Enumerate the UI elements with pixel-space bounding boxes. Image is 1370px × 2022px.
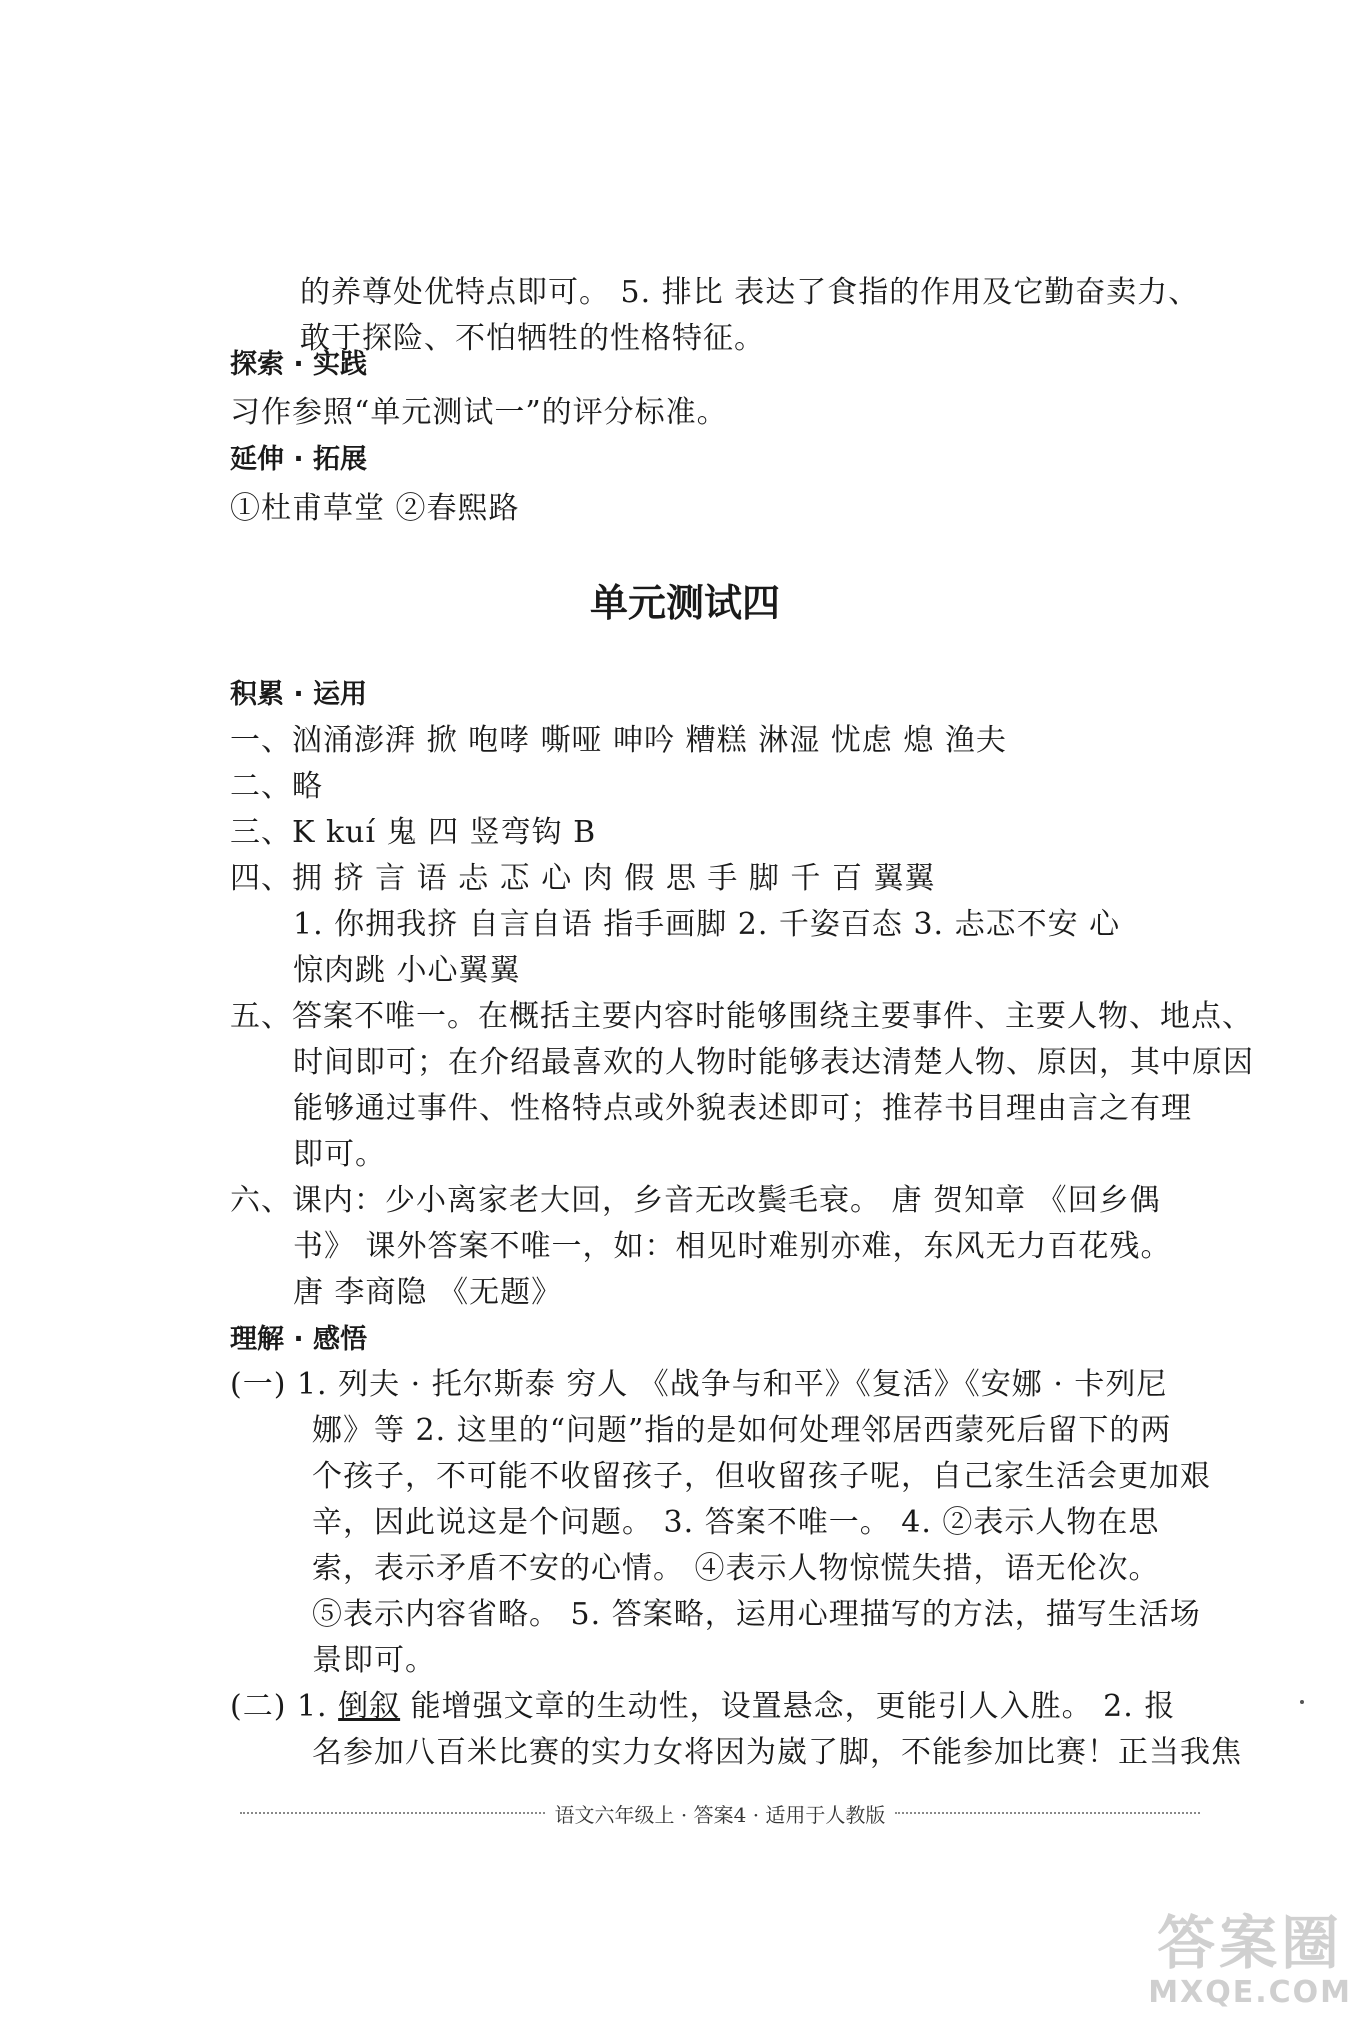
text-line: 习作参照“单元测试一”的评分标准。 bbox=[230, 395, 728, 430]
text-line: 四、拥 挤 言 语 忐 忑 心 肉 假 思 手 脚 千 百 翼翼 bbox=[230, 861, 936, 896]
text-line: 名参加八百米比赛的实力女将因为崴了脚，不能参加比赛！正当我焦 bbox=[312, 1735, 1242, 1770]
watermark bbox=[1148, 1911, 1352, 2010]
stray-dot bbox=[1300, 1700, 1304, 1704]
text-line bbox=[230, 1684, 1200, 1730]
unit-test-title: 单元测试四 bbox=[589, 581, 780, 625]
text-line: 能够通过事件、性格特点或外貌表述即可；推荐书目理由言之有理 bbox=[293, 1091, 1192, 1126]
underlined-answer: 倒叙 bbox=[338, 1689, 401, 1724]
section-heading-understand: 理解 · 感悟 bbox=[230, 1324, 368, 1355]
text-rest: 能增强文章的生动性，设置悬念，更能引人入胜。 2. 报 bbox=[400, 1689, 1176, 1724]
text-line: 个孩子，不可能不收留孩子，但收留孩子呢，自己家生活会更加艰 bbox=[312, 1459, 1211, 1494]
text-line: 索，表示矛盾不安的心情。 ④表示人物惊慌失措，语无伦次。 bbox=[312, 1551, 1160, 1586]
text-line: 的养尊处优特点即可。 5. 排比 表达了食指的作用及它勤奋卖力、 bbox=[300, 275, 1200, 310]
text-line: 一、汹涌澎湃 掀 咆哮 嘶哑 呻吟 糟糕 淋湿 忧虑 熄 渔夫 bbox=[230, 723, 1007, 758]
text-line: 娜》等 2. 这里的“问题”指的是如何处理邻居西蒙死后留下的两 bbox=[312, 1413, 1172, 1448]
text-line: 1. 你拥我挤 自言自语 指手画脚 2. 千姿百态 3. 忐忑不安 心 bbox=[293, 907, 1121, 942]
text-line: 敢于探险、不怕牺牲的性格特征。 bbox=[300, 321, 765, 356]
section-heading-accumulate: 积累 · 运用 bbox=[230, 679, 368, 710]
text-line: 景即可。 bbox=[312, 1643, 436, 1678]
section-heading-extend: 延伸 · 拓展 bbox=[230, 444, 368, 475]
text-line: 六、课内：少小离家老大回，乡音无改鬓毛衰。 唐 贺知章 《回乡偶 bbox=[230, 1183, 1161, 1218]
text-line: 二、略 bbox=[230, 769, 323, 804]
text-line: 书》 课外答案不唯一，如：相见时难别亦难，东风无力百花残。 bbox=[293, 1229, 1172, 1264]
text-line: 时间即可；在介绍最喜欢的人物时能够表达清楚人物、原因，其中原因 bbox=[293, 1045, 1254, 1080]
page-footer bbox=[240, 1796, 1200, 1830]
text-line: 即可。 bbox=[293, 1137, 386, 1172]
text-line: ①杜甫草堂 ②春熙路 bbox=[230, 491, 520, 526]
text-line: ⑤表示内容省略。 5. 答案略，运用心理描写的方法，描写生活场 bbox=[312, 1597, 1201, 1632]
text-line: 三、K kuí 鬼 四 竖弯钩 B bbox=[230, 815, 597, 850]
footer-text: 语文六年级上 · 答案4 · 适用于人教版 bbox=[554, 1802, 886, 1827]
text-line: 唐 李商隐 《无题》 bbox=[293, 1275, 563, 1310]
text-line: 辛，因此说这是个问题。 3. 答案不唯一。 4. ②表示人物在思 bbox=[312, 1505, 1160, 1540]
watermark-logo: 答案圈 bbox=[1157, 1909, 1344, 1977]
section-heading-explore: 探索 · 实践 bbox=[230, 349, 368, 380]
text-line: 五、答案不唯一。在概括主要内容时能够围绕主要事件、主要人物、地点、 bbox=[230, 999, 1253, 1034]
footer-rule-right bbox=[895, 1812, 1200, 1814]
text-line: (一) 1. 列夫 · 托尔斯泰 穷人 《战争与和平》《复活》《安娜 · 卡列尼 bbox=[230, 1367, 1168, 1402]
text-prefix: (二) 1. bbox=[230, 1689, 339, 1724]
watermark-url: MXQE.COM bbox=[1148, 1975, 1352, 2010]
footer-rule-left bbox=[240, 1812, 545, 1814]
text-line: 惊肉跳 小心翼翼 bbox=[293, 953, 521, 988]
